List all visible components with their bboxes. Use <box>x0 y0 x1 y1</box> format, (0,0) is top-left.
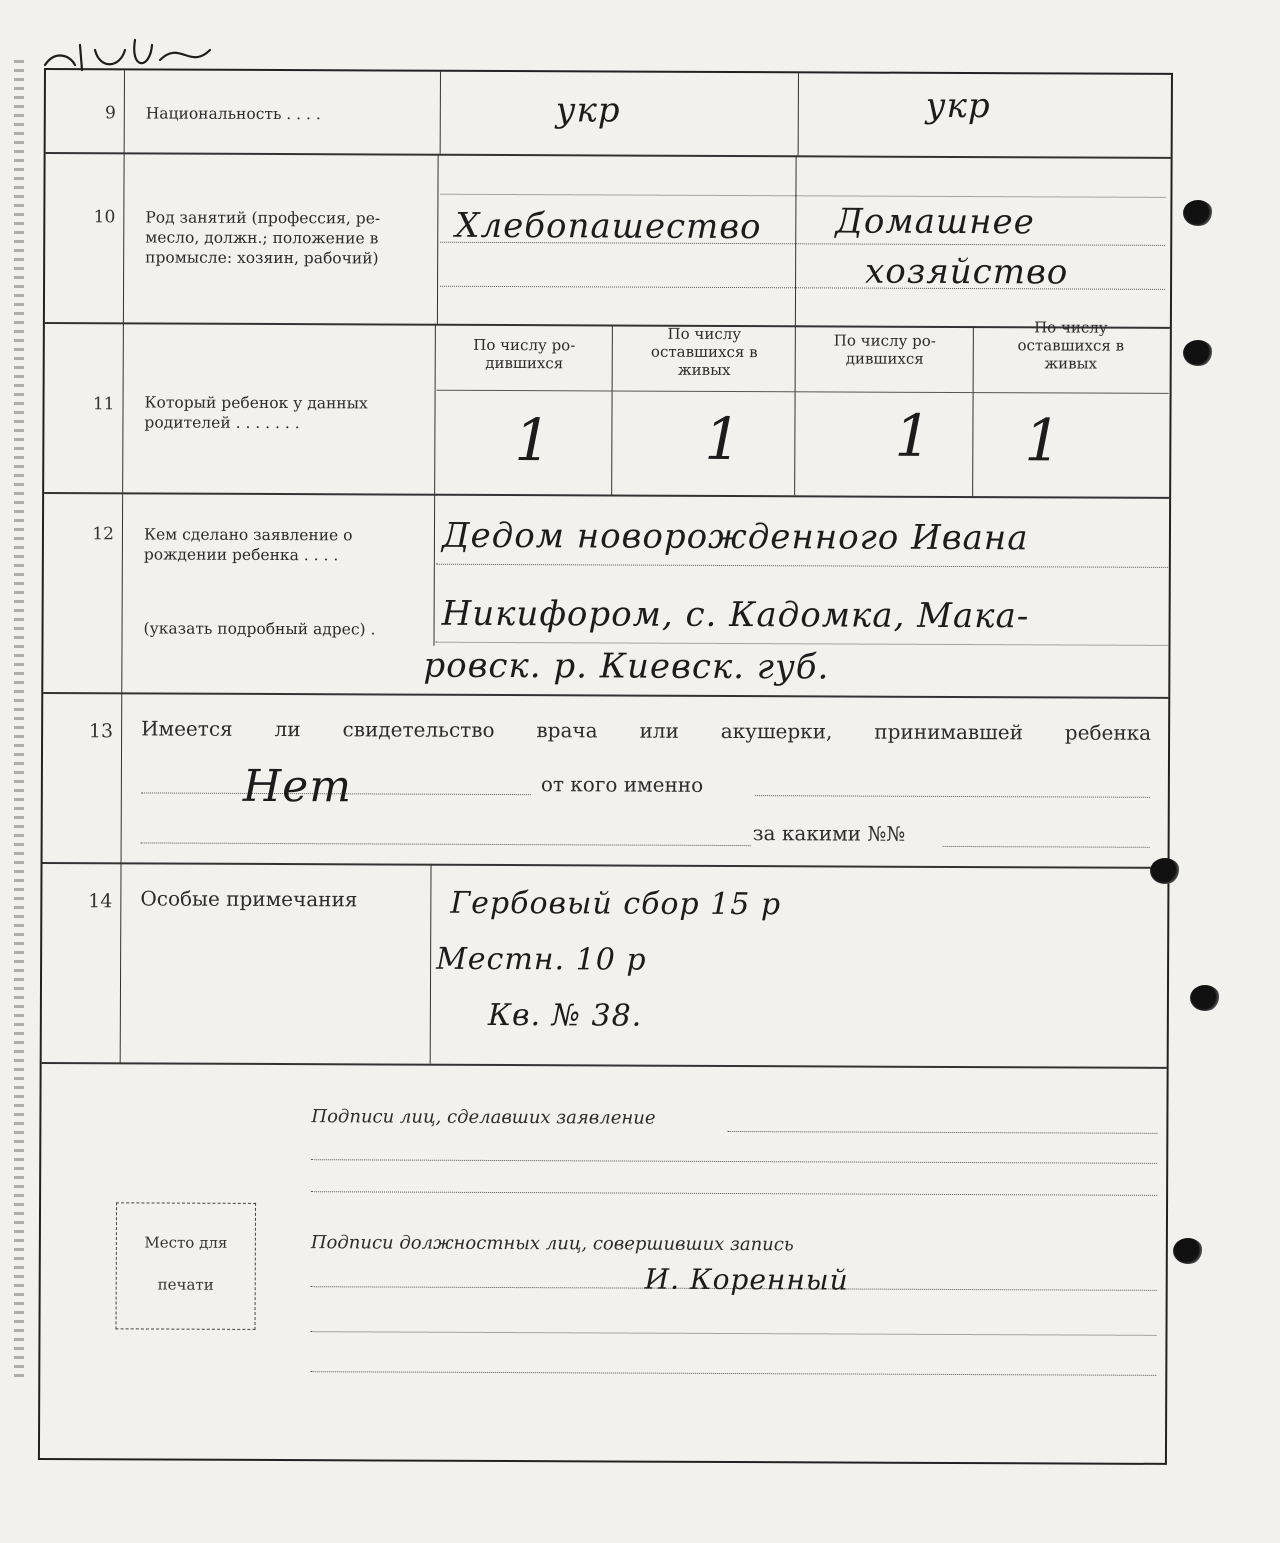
certificate-question: Имеется ли свидетельство врача или акушерки, принимавшей ребенка <box>141 716 1152 745</box>
binding-hole <box>1173 1238 1203 1264</box>
note-line-1: Гербовый сбор 15 р <box>450 885 782 923</box>
binding-hole <box>1183 200 1213 226</box>
applicants-signature-label: Подписи лиц, сделавших заявление <box>311 1106 656 1129</box>
from-whom-label: от кого именно <box>540 772 704 797</box>
number-column <box>43 692 123 862</box>
dotted-line <box>311 1191 1157 1196</box>
row-number: 10 <box>93 207 116 228</box>
note-line-2: Местн. 10 р <box>436 941 647 978</box>
row-number: 9 <box>104 103 116 124</box>
row-child-order <box>44 318 1170 499</box>
binding-hole <box>1150 858 1180 884</box>
declarant-handwriting-line-2: Никифором, с. Кадомка, Мака- <box>441 593 1030 637</box>
dotted-line <box>310 1371 1156 1376</box>
by-numbers-label: за какими №№ <box>752 821 906 846</box>
column-divider <box>437 154 439 324</box>
row-number: 11 <box>92 394 115 415</box>
row-number: 13 <box>88 720 114 743</box>
officials-signature-label: Подписи должностных лиц, совершивших запись <box>310 1232 794 1256</box>
stamp-place-box <box>115 1202 256 1330</box>
header-mother-born: По числу ро- дившихся <box>833 331 936 368</box>
binding-hole <box>1190 985 1220 1011</box>
father-born-count: 1 <box>514 406 553 475</box>
nationality-label: Национальность . . . . <box>145 104 321 124</box>
row-declarant <box>43 492 1169 699</box>
stamp-place-line-1: Место для <box>144 1233 228 1252</box>
special-notes-label: Особые примечания <box>140 886 358 912</box>
number-column <box>45 152 125 322</box>
row-nationality <box>46 70 1171 159</box>
row-special-notes <box>42 862 1168 1069</box>
column-divider <box>798 73 799 155</box>
binding-hole <box>1183 340 1213 366</box>
column-divider <box>433 494 435 646</box>
certificate-answer: Нет <box>242 760 353 813</box>
note-line-3: Кв. № 38. <box>487 997 643 1034</box>
declarant-label-line-2: рождении ребенка . . . . <box>143 545 339 565</box>
number-column <box>43 492 123 692</box>
dotted-line <box>311 1159 1157 1164</box>
occupation-label-line-1: Род занятий (профессия, ре- <box>145 208 381 228</box>
header-father-born: По числу ро- дившихся <box>473 335 576 373</box>
column-divider <box>795 155 797 325</box>
form-sheet <box>38 68 1173 1465</box>
dotted-line <box>943 846 1150 848</box>
perforation-edge <box>14 60 24 1380</box>
dotted-line <box>436 564 1168 568</box>
column-divider <box>434 324 436 494</box>
dotted-line <box>440 194 1165 198</box>
father-living-count: 1 <box>704 404 743 474</box>
subheader-rule <box>437 390 1169 394</box>
row-medical-certificate <box>43 692 1169 869</box>
father-nationality: укр <box>555 90 621 131</box>
mother-living-count: 1 <box>1024 406 1063 475</box>
occupation-label-line-2: месло, должн.; положение в <box>145 228 379 248</box>
dotted-line <box>727 1131 1157 1134</box>
header-father-living: По числу оставшихся в живых <box>650 324 758 379</box>
declarant-handwriting-line-3: ровск. р. Киевск. губ. <box>423 645 830 688</box>
column-divider <box>430 864 432 1064</box>
stamp-place-line-2: печати <box>157 1275 214 1294</box>
declarant-handwriting-line-1: Дедом новорожденного Ивана <box>441 515 1029 559</box>
row-number: 14 <box>88 890 113 913</box>
mother-nationality: укр <box>925 85 991 127</box>
father-occupation: Хлебопашество <box>455 205 762 248</box>
dotted-line <box>141 842 751 846</box>
occupation-label-line-3: промысле: хозяин, рабочий) <box>145 248 379 268</box>
row-occupation <box>45 152 1171 329</box>
mother-occupation-line-1: Домашнее <box>835 201 1035 243</box>
dotted-line <box>310 1331 1156 1336</box>
official-signature: И. Коренный <box>644 1262 849 1297</box>
dotted-line <box>755 795 1150 798</box>
address-label: (указать подробный адрес) . <box>143 619 376 639</box>
child-order-label-line-1: Который ребенок у данных <box>144 393 368 413</box>
column-divider <box>440 72 441 154</box>
mother-occupation-line-2: хозяйство <box>865 251 1069 293</box>
declarant-label-line-1: Кем сделано заявление о <box>143 525 353 545</box>
row-number: 12 <box>92 524 115 545</box>
child-order-label-line-2: родителей . . . . . . . <box>144 413 300 433</box>
header-mother-living: По числу оставшихся в живых <box>1017 318 1125 373</box>
mother-born-count: 1 <box>894 401 933 470</box>
